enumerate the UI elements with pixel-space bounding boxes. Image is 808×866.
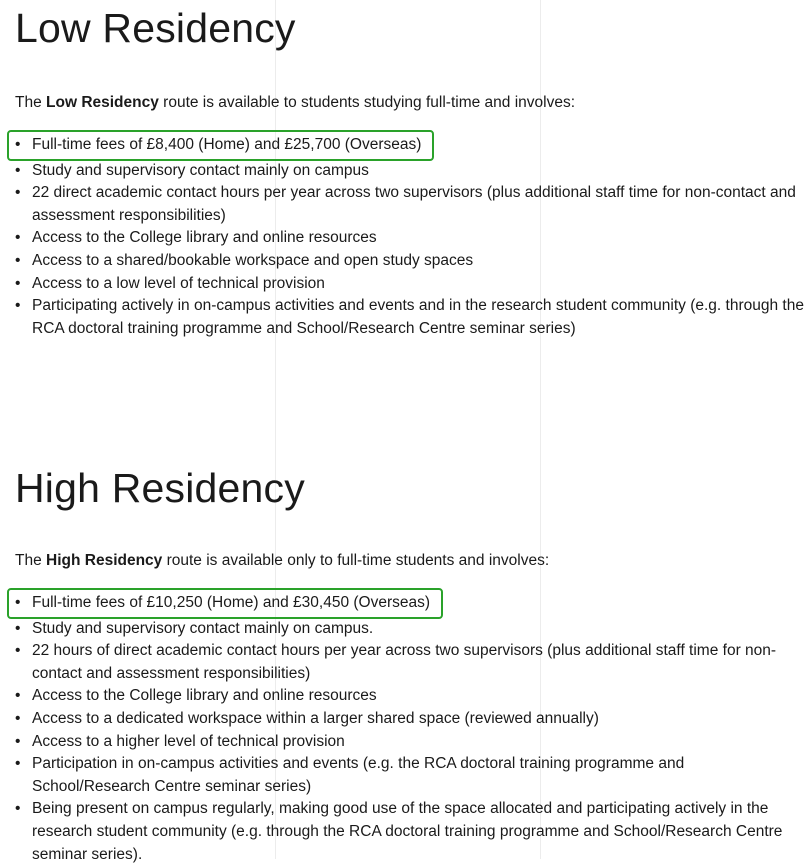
high-residency-section	[15, 460, 805, 866]
intro-text: The	[15, 552, 47, 569]
list-item: • 22 hours of direct academic contact hours per year across two supervisors (plus additional staff time for non-contact and assessment responsibilities)	[15, 640, 805, 685]
list-item: • Participation in on-campus activities and events (e.g. the RCA doctoral training programme and School/Research Centre seminar series)	[15, 753, 805, 798]
intro-route-name: High Residency	[46, 552, 163, 569]
intro-text: route is available only to full-time students and involves:	[162, 552, 550, 569]
high-residency-heading: High Residency	[15, 465, 305, 511]
list-item: • Access to a dedicated workspace within a larger shared space (reviewed annually)	[15, 708, 805, 731]
list-item: • Study and supervisory contact mainly on campus	[15, 160, 805, 183]
list-item: • Access to a shared/bookable workspace and open study spaces	[15, 250, 805, 273]
fees-list-item-highlighted: • Full-time fees of £8,400 (Home) and £25,700 (Overseas)	[9, 132, 432, 159]
low-residency-heading: Low Residency	[15, 5, 296, 51]
list-item: • 22 direct academic contact hours per year across two supervisors (plus additional staff time for non-contact and assessment responsibilities)	[15, 182, 805, 227]
intro-text: The	[15, 94, 47, 111]
intro-route-name: Low Residency	[46, 94, 159, 111]
list-item: • Access to the College library and online resources	[15, 227, 805, 250]
intro-text: route is available to students studying full-time and involves:	[158, 94, 575, 111]
low-residency-list	[15, 132, 805, 340]
low-residency-intro	[15, 92, 805, 114]
list-item: • Study and supervisory contact mainly on campus.	[15, 618, 805, 641]
fees-list-item-highlighted: • Full-time fees of £10,250 (Home) and £30,450 (Overseas)	[9, 590, 441, 617]
high-residency-intro	[15, 550, 805, 572]
list-item: • Access to the College library and online resources	[15, 685, 805, 708]
list-item: • Being present on campus regularly, making good use of the space allocated and participating actively in the research student community (e.g. through the RCA doctoral training programme and School/Research Centre seminar series).	[15, 798, 805, 866]
low-residency-section	[15, 0, 805, 340]
list-item: • Participating actively in on-campus activities and events and in the research student community (e.g. through the RCA doctoral training programme and School/Research Centre seminar series)	[15, 295, 805, 340]
list-item: • Access to a low level of technical provision	[15, 273, 805, 296]
list-item: • Access to a higher level of technical provision	[15, 731, 805, 754]
high-residency-list	[15, 590, 805, 866]
